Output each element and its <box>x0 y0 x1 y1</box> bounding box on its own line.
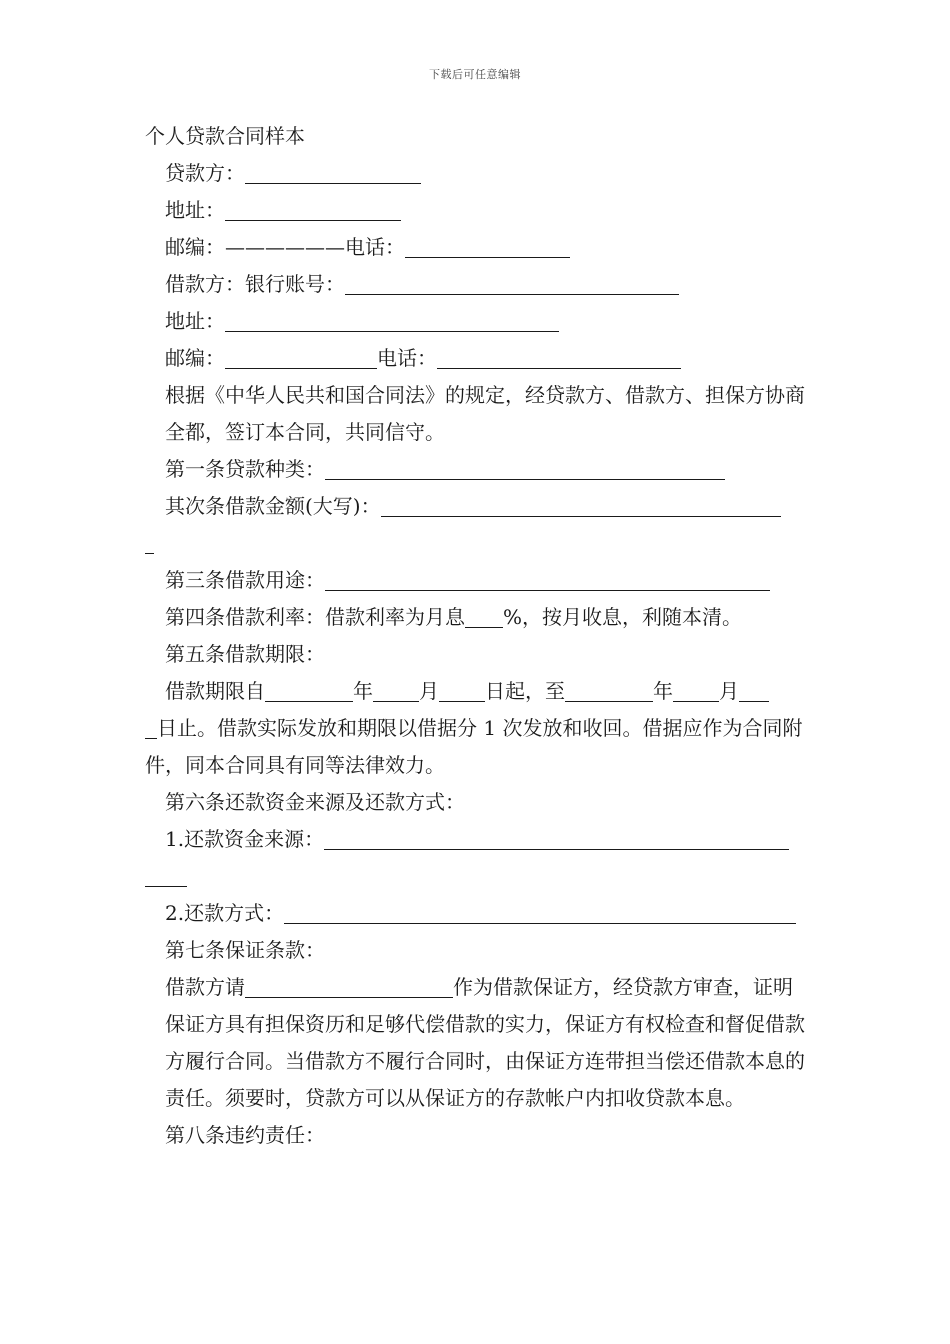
article-7-text-a: 借款方请 <box>165 975 245 999</box>
lender-phone-blank[interactable] <box>405 235 570 258</box>
end-month-blank[interactable] <box>673 679 719 702</box>
bank-account-blank[interactable] <box>345 272 679 295</box>
guarantor-blank[interactable] <box>245 975 453 998</box>
article-7-body <box>145 969 808 1117</box>
article-4-text-b: %，按月收息，利随本清。 <box>503 605 743 629</box>
borrower-phone-label: 电话： <box>377 346 437 370</box>
article-4-text-a: 第四条借款利率：借款利率为月息 <box>165 605 465 629</box>
loan-type-blank[interactable] <box>325 457 725 480</box>
contract-body <box>145 118 808 1154</box>
lender-postcode-label: 邮编：—————— <box>165 235 345 259</box>
article-5-heading: 第五条借款期限： <box>165 642 325 666</box>
lender-address-blank[interactable] <box>225 198 401 221</box>
borrower-postcode-label: 邮编： <box>165 346 225 370</box>
article-5-line-1 <box>145 673 808 710</box>
repayment-method-blank[interactable] <box>284 901 796 924</box>
end-year-blank[interactable] <box>565 679 653 702</box>
article-6-item-2 <box>145 895 808 932</box>
article-6-item-1 <box>145 821 808 858</box>
repayment-source-label: 1.还款资金来源： <box>165 827 325 851</box>
year-label: 年 <box>353 679 373 703</box>
interest-rate-blank[interactable] <box>465 605 503 628</box>
page-header: 下载后可任意编辑 <box>429 68 521 81</box>
article-6-heading: 第六条还款资金来源及还款方式： <box>165 790 465 814</box>
article-6-item-1-continuation <box>145 858 808 895</box>
lender-address-line <box>145 192 808 229</box>
preamble-paragraph: 根据《中华人民共和国合同法》的规定，经贷款方、借款方、担保方协商全都，签订本合同，共同信守。 <box>165 383 805 444</box>
lender-address-label: 地址： <box>165 198 225 222</box>
repayment-source-blank-wrap[interactable] <box>145 864 187 887</box>
article-3 <box>145 562 808 599</box>
article-2-continuation <box>145 525 808 562</box>
article-8-heading: 第八条违约责任： <box>165 1123 325 1147</box>
loan-amount-blank-wrap[interactable] <box>145 531 154 554</box>
lender-label: 贷款方： <box>165 161 245 185</box>
document-title: 个人贷款合同样本 <box>145 124 305 148</box>
borrower-address-label: 地址： <box>165 309 225 333</box>
month-label-2: 月 <box>719 679 739 703</box>
article-2 <box>145 488 808 525</box>
lender-blank[interactable] <box>245 161 421 184</box>
borrower-address-line <box>145 303 808 340</box>
borrower-label: 借款方：银行账号： <box>165 272 345 296</box>
borrower-postcode-blank[interactable] <box>225 346 377 369</box>
month-label: 月 <box>419 679 439 703</box>
lender-line <box>145 155 808 192</box>
loan-amount-blank[interactable] <box>381 494 781 517</box>
article-7-heading: 第七条保证条款： <box>165 938 325 962</box>
article-4 <box>145 599 808 636</box>
article-3-label: 第三条借款用途： <box>165 568 325 592</box>
lender-phone-label: 电话： <box>345 235 405 259</box>
article-5-body <box>145 710 808 784</box>
year-label-2: 年 <box>653 679 673 703</box>
repayment-source-blank[interactable] <box>324 827 789 850</box>
article-2-label: 其次条借款金额(大写)： <box>165 494 381 518</box>
article-7-text-b: 作为借款保证方，经贷款方审查，证明保证方具有担保资历和足够代偿借款的实力，保证方有权检查和督促借款方履行合同。当借款方不履行合同时，由保证方连带担当偿还借款本息的责任。须要时，贷款方可以从保证方的存款帐户内扣收贷款本息。 <box>165 975 805 1110</box>
repayment-method-label: 2.还款方式： <box>165 901 285 925</box>
article-1 <box>145 451 808 488</box>
borrower-address-blank[interactable] <box>225 309 559 332</box>
start-year-blank[interactable] <box>265 679 353 702</box>
article-1-label: 第一条贷款种类： <box>165 457 325 481</box>
article-5-text: 借款期限自 <box>165 679 265 703</box>
lender-postcode-line <box>145 229 808 266</box>
end-day-blank-wrap[interactable] <box>145 716 157 739</box>
borrower-postcode-line <box>145 340 808 377</box>
borrower-line <box>145 266 808 303</box>
from-label: 日起，至 <box>485 679 565 703</box>
start-month-blank[interactable] <box>373 679 419 702</box>
start-day-blank[interactable] <box>439 679 485 702</box>
loan-purpose-blank[interactable] <box>325 568 770 591</box>
end-day-blank[interactable] <box>739 679 769 702</box>
borrower-phone-blank[interactable] <box>437 346 681 369</box>
article-5-rest: 日止。借款实际发放和期限以借据分 1 次发放和收回。借据应作为合同附件，同本合同具有同等法律效力。 <box>145 716 803 777</box>
